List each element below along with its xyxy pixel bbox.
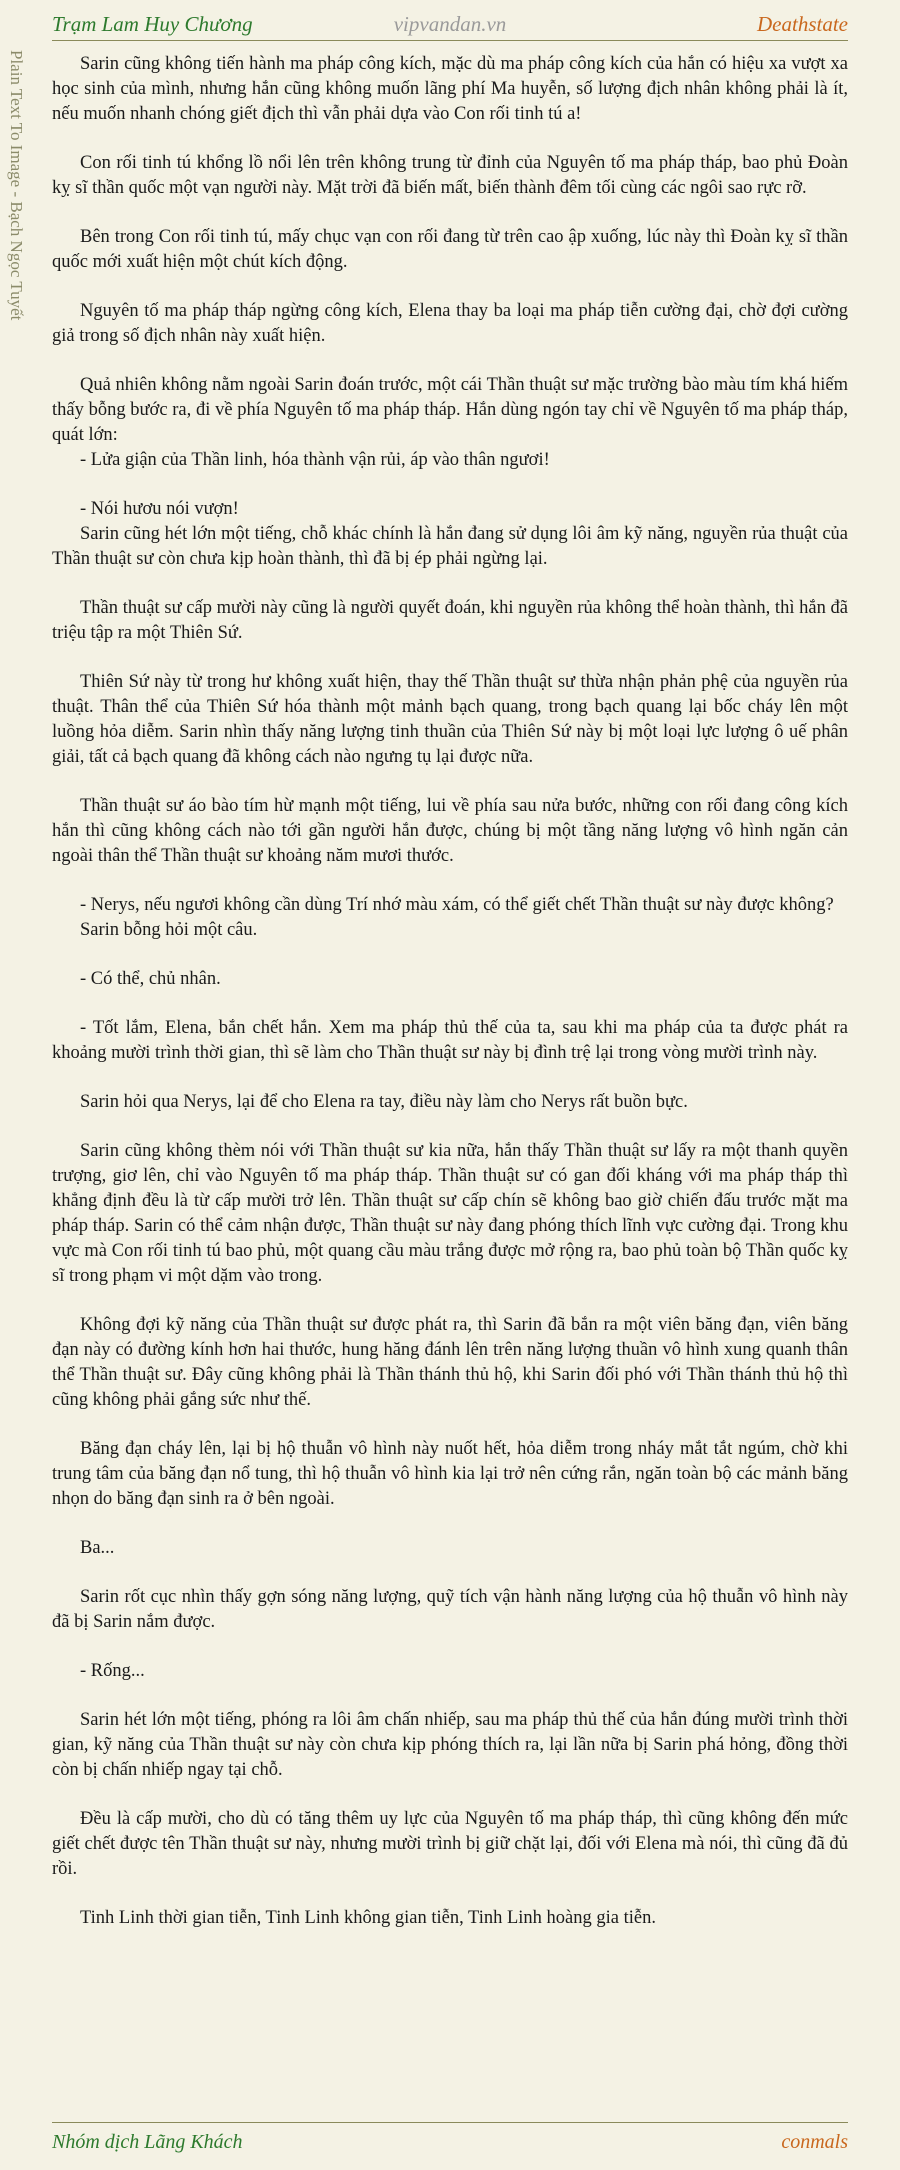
dialogue-line: - Nerys, nếu ngươi không cần dùng Trí nhớ màu xám, có thể giết chết Thần thuật sư này được không? bbox=[80, 895, 834, 915]
paragraph: Sarin cũng không thèm nói với Thần thuật sư kia nữa, hắn thấy Thần thuật sư lấy ra một thanh quyền trượng, giơ lên, chỉ vào Nguyên tố ma pháp tháp. Thần thuật sư có gan đối kháng với ma pháp tháp thì khẳng định đều là từ cấp mười trở lên. Thần thuật sư cấp chín sẽ không bao giờ chiến đấu trước mặt ma pháp tháp. Sarin có thể cảm nhận được, Thần thuật sư này đang phóng thích lĩnh vực cường đại. Trong khu vực mà Con rối tinh tú bao phủ, một quang cầu màu trắng được mở rộng ra, bao phủ toàn bộ Thần quốc kỵ sĩ trong phạm vi một dặm vào trong. bbox=[52, 1141, 848, 1286]
paragraph: Ba... bbox=[80, 1538, 115, 1558]
page-header bbox=[52, 10, 848, 41]
paragraph: Sarin rốt cục nhìn thấy gợn sóng năng lượng, quỹ tích vận hành năng lượng của hộ thuẫn vô hình này đã bị Sarin nắm được. bbox=[52, 1587, 848, 1632]
paragraph: Thiên Sứ này từ trong hư không xuất hiện, thay thế Thần thuật sư thừa nhận phản phệ của nguyền rủa thuật. Thân thể của Thiên Sứ hóa thành một mảnh bạch quang, trong bạch quang lại bốc cháy lên một luồng hỏa diễm. Sarin nhìn thấy năng lượng tinh thuần của Thiên Sứ này bị một loại lực lượng ô uế phân giải, tất cả bạch quang đã không cách nào ngưng tụ lại được nữa. bbox=[52, 672, 848, 767]
paragraph: Thần thuật sư áo bào tím hừ mạnh một tiếng, lui về phía sau nửa bước, những con rối đang công kích hắn thì cũng không cách nào tới gần người hắn được, chúng bị một tầng năng lượng vô hình ngăn cản ngoài thân thể Thần thuật sư khoảng năm mươi thước. bbox=[52, 796, 848, 866]
paragraph: Sarin cũng hét lớn một tiếng, chỗ khác chính là hắn đang sử dụng lôi âm kỹ năng, nguyền rủa thuật của Thần thuật sư còn chưa kịp hoàn thành, thì đã bị ép phải ngừng lại. bbox=[52, 524, 848, 569]
dialogue-line: - Lửa giận của Thần linh, hóa thành vận rủi, áp vào thân ngươi! bbox=[80, 450, 550, 470]
dialogue-line: - Có thể, chủ nhân. bbox=[80, 969, 221, 989]
paragraph: Đều là cấp mười, cho dù có tăng thêm uy lực của Nguyên tố ma pháp tháp, thì cũng không đến mức giết chết được tên Thần thuật sư này, nhưng mười trình bị giữ chặt lại, đối với Elena mà nói, thì cũng đã đủ rồi. bbox=[52, 1809, 848, 1879]
paragraph: Băng đạn cháy lên, lại bị hộ thuẫn vô hình này nuốt hết, hỏa diễm trong nháy mắt tắt ngúm, chờ khi trung tâm của băng đạn nổ tung, thì hộ thuẫn vô hình kia lại trở nên cứng rắn, ngăn toàn bộ các mảnh băng nhọn do băng đạn sinh ra ở bên ngoài. bbox=[52, 1439, 848, 1509]
header-author: Deathstate bbox=[757, 12, 848, 36]
paragraph: Bên trong Con rối tinh tú, mấy chục vạn con rối đang từ trên cao ập xuống, lúc này thì Đoàn kỵ sĩ thần quốc mới xuất hiện một chút kích động. bbox=[52, 227, 848, 272]
paragraph: Sarin bỗng hỏi một câu. bbox=[80, 920, 258, 940]
header-site-name: Trạm Lam Huy Chương bbox=[52, 12, 253, 36]
dialogue-line: - Nói hươu nói vượn! bbox=[80, 499, 239, 519]
paragraph: Quả nhiên không nằm ngoài Sarin đoán trước, một cái Thần thuật sư mặc trường bào màu tím khá hiếm thấy bỗng bước ra, đi về phía Nguyên tố ma pháp tháp. Hắn dùng ngón tay chỉ về Nguyên tố ma pháp tháp, quát lớn: bbox=[52, 375, 848, 445]
paragraph: Nguyên tố ma pháp tháp ngừng công kích, Elena thay ba loại ma pháp tiễn cường đại, chờ đợi cường giả trong số địch nhân này xuất hiện. bbox=[52, 301, 848, 346]
footer-translator: Nhóm dịch Lãng Khách bbox=[52, 2131, 243, 2153]
paragraph: Sarin hỏi qua Nerys, lại để cho Elena ra tay, điều này làm cho Nerys rất buồn bực. bbox=[80, 1092, 688, 1112]
chapter-body bbox=[52, 52, 848, 1955]
page-footer bbox=[52, 2122, 848, 2159]
side-watermark bbox=[6, 50, 46, 450]
side-watermark-text: Plain Text To Image - Bạch Ngọc Tuyết bbox=[7, 50, 26, 321]
dialogue-line: - Rống... bbox=[80, 1661, 145, 1681]
footer-editor: conmals bbox=[781, 2131, 848, 2153]
paragraph: Sarin cũng không tiến hành ma pháp công kích, mặc dù ma pháp công kích của hắn có hiệu xa vượt xa học sinh của mình, nhưng hắn cũng không muốn lãng phí Ma huyễn, số lượng địch nhân không phải là ít, nếu muốn nhanh chóng giết địch thì vẫn phải dựa vào Con rối tinh tú a! bbox=[52, 54, 848, 124]
paragraph: Không đợi kỹ năng của Thần thuật sư được phát ra, thì Sarin đã bắn ra một viên băng đạn, viên băng đạn này có đường kính hơn hai thước, hung hăng đánh lên trên năng lượng thuần vô hình xung quanh thân thể Thần thuật sư. Đây cũng không phải là Thần thánh thủ hộ, khi Sarin đối phó với Thần thánh thủ hộ thì cũng không phải gắng sức như thế. bbox=[52, 1315, 848, 1410]
paragraph: Thần thuật sư cấp mười này cũng là người quyết đoán, khi nguyền rủa không thể hoàn thành, thì hắn đã triệu tập ra một Thiên Sứ. bbox=[52, 598, 848, 643]
header-website: vipvandan.vn bbox=[393, 12, 507, 36]
paragraph: Tinh Linh thời gian tiễn, Tinh Linh không gian tiễn, Tinh Linh hoàng gia tiễn. bbox=[80, 1908, 656, 1928]
paragraph: Sarin hét lớn một tiếng, phóng ra lôi âm chấn nhiếp, sau ma pháp thủ thế của hắn đúng mười trình thời gian, kỹ năng của Thần thuật sư này còn chưa kịp phóng thích ra, lại lần nữa bị Sarin phá hỏng, đồng thời còn bị chấn nhiếp ngay tại chỗ. bbox=[52, 1710, 848, 1780]
paragraph: Con rối tinh tú khổng lồ nổi lên trên không trung từ đỉnh của Nguyên tố ma pháp tháp, bao phủ Đoàn kỵ sĩ thần quốc một vạn người này. Mặt trời đã biến mất, biến thành đêm tối cùng các ngôi sao rực rỡ. bbox=[52, 153, 848, 198]
dialogue-line: - Tốt lắm, Elena, bắn chết hắn. Xem ma pháp thủ thế của ta, sau khi ma pháp của ta được phát ra khoảng mười trình thời gian, thì sẽ làm cho Thần thuật sư này bị đình trệ lại trong vòng mười trình này. bbox=[52, 1018, 848, 1063]
